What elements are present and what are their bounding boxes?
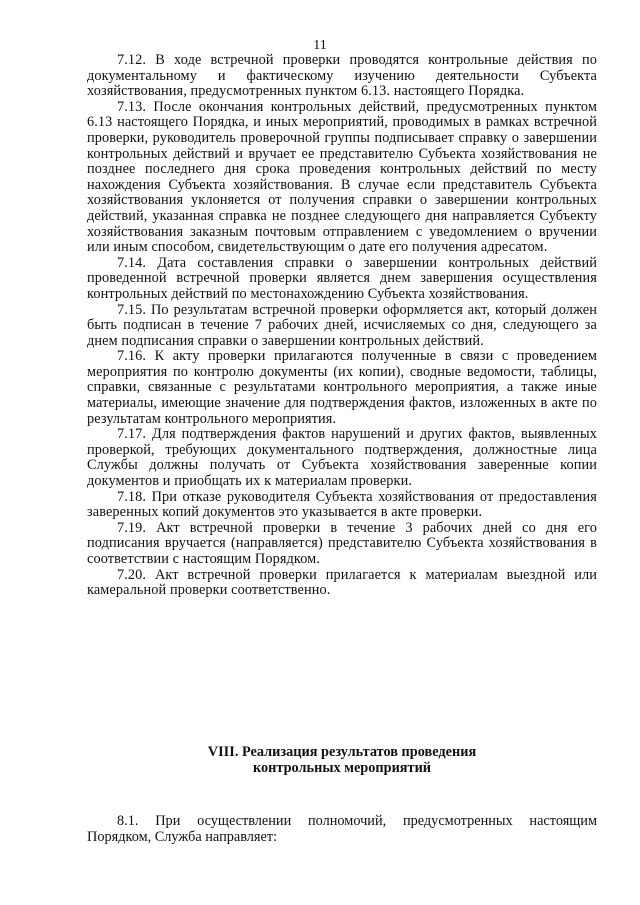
page-number: 11 [313,38,327,53]
section-heading [87,744,597,776]
paragraph-7-18: 7.18. При отказе руководителя Субъекта хозяйствования от предоставления заверенных копий документов это указывается в акте проверки. [87,488,597,521]
paragraph-7-14: 7.14. Дата составления справки о завершении контрольных действий проведенной встречной проверки является днем завершения осуществления контрольных действий по местонахождению Субъекта хозяйствования. [87,254,597,302]
paragraph-7-20: 7.20. Акт встречной проверки прилагается к материалам выездной или камеральной проверки соответственно. [87,566,597,599]
document-body [87,53,597,599]
paragraph-7-19: 7.19. Акт встречной проверки в течение 3 рабочих дней со дня его подписания вручается (направляется) представителю Субъекта хозяйствования в соответствии с настоящим Порядком. [87,519,597,567]
section-heading-line-2: контрольных мероприятий [252,760,432,776]
paragraph-7-17: 7.17. Для подтверждения фактов нарушений и других фактов, выявленных проверкой, требующих документального подтверждения, должностные лица Службы должны получать от Субъекта хозяйствования заверенные копии документов и приобщать их к материалам проверки. [87,426,597,490]
paragraph-7-12: 7.12. В ходе встречной проверки проводятся контрольные действия по документальному и фактическому изучению деятельности Субъекта хозяйствования, предусмотренных пунктом 6.13. настоящего Порядка. [87,52,597,100]
section-heading-line-1: VIII. Реализация результатов проведения [207,744,477,760]
paragraph-8-1: 8.1. При осуществлении полномочий, предусмотренных настоящим Порядком, Служба направляет: [87,813,597,846]
paragraph-7-13: 7.13. После окончания контрольных действий, предусмотренных пунктом 6.13 настоящего Порядка, и иных мероприятий, проводимых в рамках встречной проверки, руководитель проверочной группы подписывает справку о завершении контрольных действий и вручает ее представителю Субъекта хозяйствования не позднее последнего дня срока проведения контрольных действий по месту нахождения Субъекта хозяйствования. В случае если представитель Субъекта хозяйствования уклоняется от получения справки о завершении контрольных действий, указанная справка не позднее следующего дня направляется Субъекту хозяйствования заказным почтовым отправлением с уведомлением о вручении или иным способом, свидетельствующим о дате его получения адресатом. [87,98,597,256]
paragraph-7-16: 7.16. К акту проверки прилагаются полученные в связи с проведением мероприятия по контролю документы (их копии), сводные ведомости, таблицы, справки, связанные с результатами контрольного мероприятия, а также иные материалы, имеющие значение для подтверждения фактов, изложенных в акте по результатам контрольного мероприятия. [87,348,597,427]
paragraph-7-15: 7.15. По результатам встречной проверки оформляется акт, который должен быть подписан в течение 7 рабочих дней, исчисляемых со дня, следующего за днем подписания справки о завершении контрольных действий. [87,301,597,349]
